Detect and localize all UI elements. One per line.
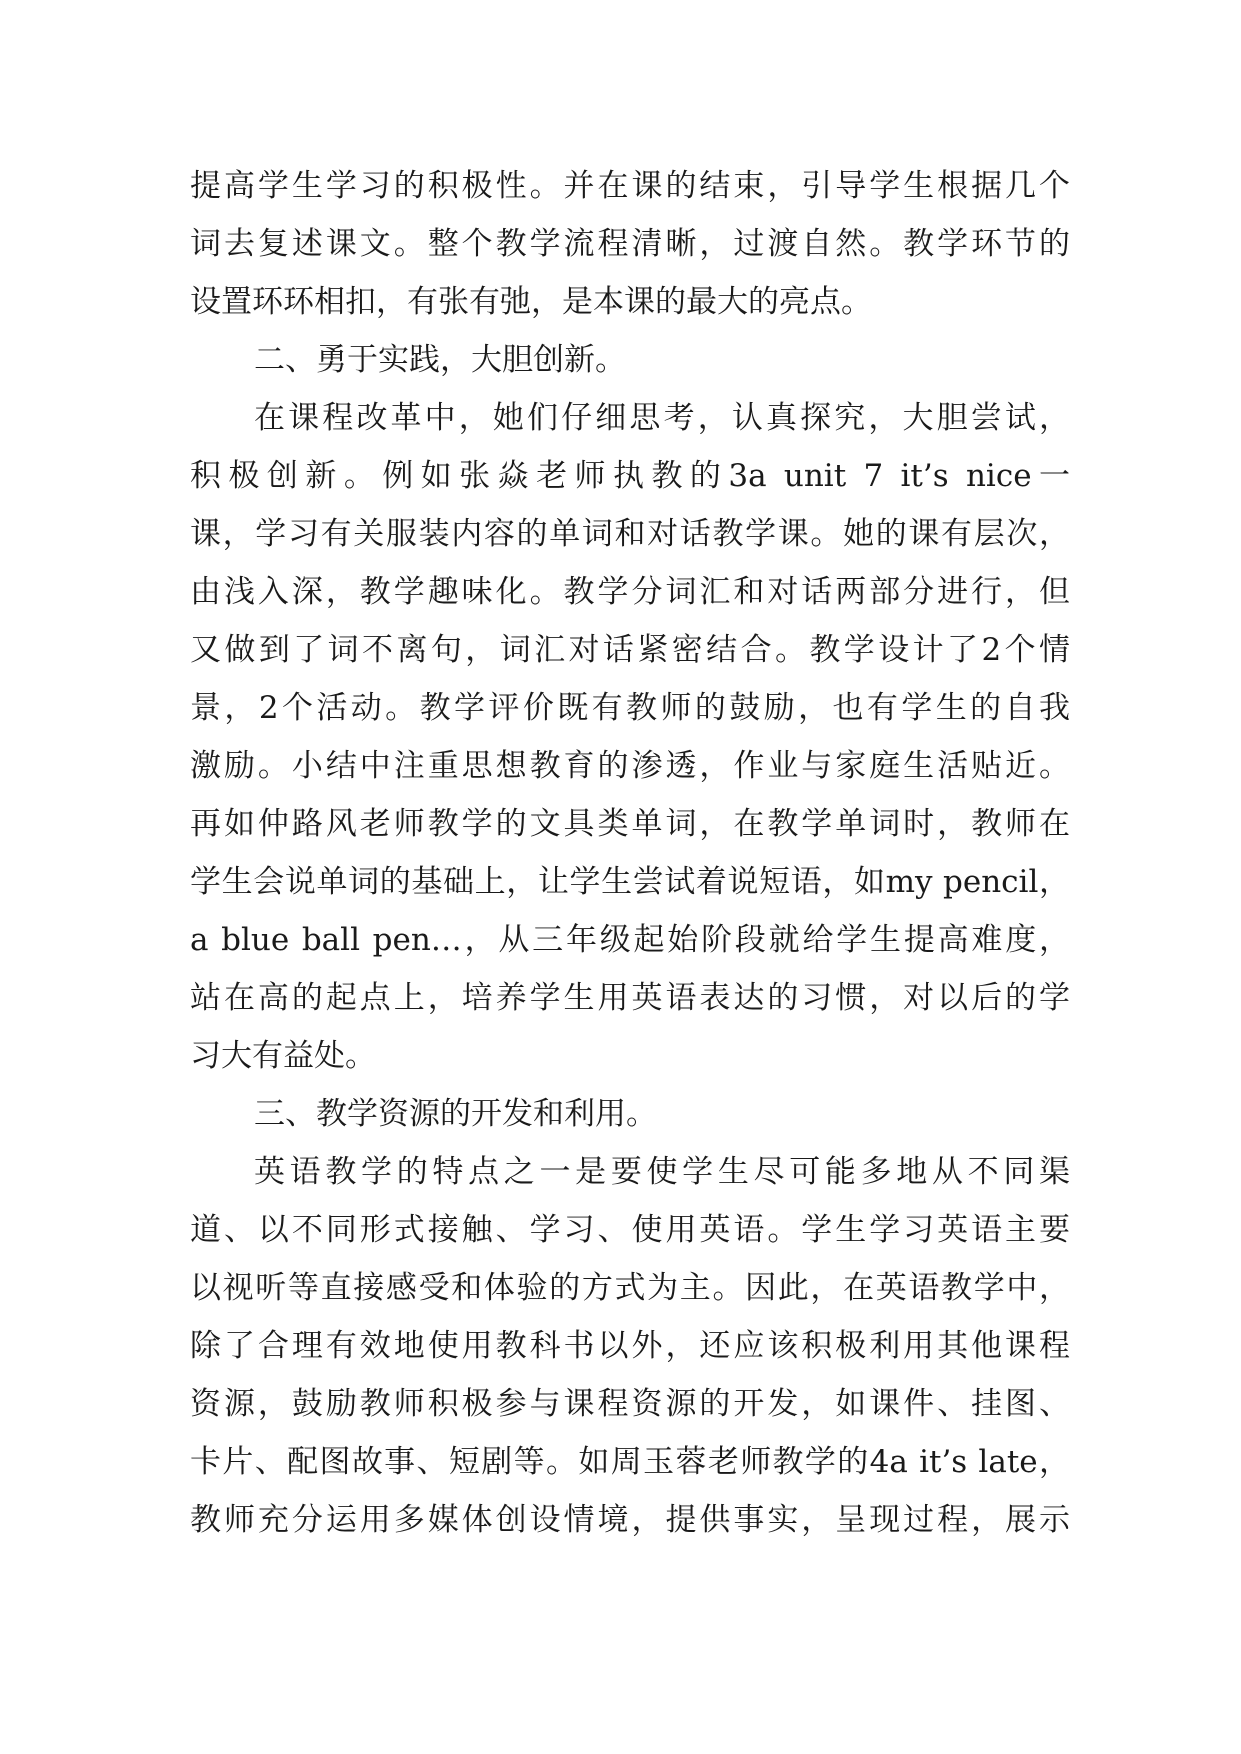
paragraph-line: 除了合理有效地使用教科书以外，还应该积极利用其他课程 — [190, 1328, 1070, 1364]
paragraph-line: 资源，鼓励教师积极参与课程资源的开发，如课件、挂图、 — [190, 1386, 1070, 1422]
document-body — [190, 157, 1070, 1549]
paragraph-line: 道、以不同形式接触、学习、使用英语。学生学习英语主要 — [190, 1212, 1070, 1248]
paragraph-line: 教师充分运用多媒体创设情境，提供事实，呈现过程，展示 — [190, 1502, 1070, 1538]
paragraph-line: 提高学生学习的积极性。并在课的结束，引导学生根据几个 — [190, 168, 1070, 204]
section-heading: 二、勇于实践，大胆创新。 — [254, 342, 626, 378]
paragraph-line: 设置环环相扣，有张有弛，是本课的最大的亮点。 — [190, 284, 872, 320]
paragraph-line: 课，学习有关服装内容的单词和对话教学课。她的课有层次， — [190, 516, 1070, 552]
paragraph-line: 学生会说单词的基础上，让学生尝试着说短语，如my pencil， — [190, 864, 1070, 900]
paragraph-line: 词去复述课文。整个教学流程清晰，过渡自然。教学环节的 — [190, 226, 1070, 262]
paragraph-line: 景，2个活动。教学评价既有教师的鼓励，也有学生的自我 — [190, 690, 1070, 726]
paragraph-line: 又做到了词不离句，词汇对话紧密结合。教学设计了2个情 — [190, 632, 1070, 668]
paragraph-line: 再如仲路风老师教学的文具类单词，在教学单词时，教师在 — [190, 806, 1070, 842]
section-heading: 三、教学资源的开发和利用。 — [254, 1096, 657, 1132]
paragraph-line: 习大有益处。 — [190, 1038, 376, 1074]
paragraph-line: 以视听等直接感受和体验的方式为主。因此，在英语教学中， — [190, 1270, 1070, 1306]
paragraph-line: 英语教学的特点之一是要使学生尽可能多地从不同渠 — [254, 1154, 1070, 1190]
paragraph-line: 由浅入深，教学趣味化。教学分词汇和对话两部分进行，但 — [190, 574, 1070, 610]
paragraph-line: a blue ball pen…，从三年级起始阶段就给学生提高难度， — [190, 922, 1070, 958]
paragraph-line: 卡片、配图故事、短剧等。如周玉蓉老师教学的4a it’s late， — [190, 1444, 1070, 1480]
paragraph-line: 在课程改革中，她们仔细思考，认真探究，大胆尝试， — [254, 400, 1070, 436]
paragraph-line: 站在高的起点上，培养学生用英语表达的习惯，对以后的学 — [190, 980, 1070, 1016]
paragraph-line: 激励。小结中注重思想教育的渗透，作业与家庭生活贴近。 — [190, 748, 1070, 784]
paragraph-line: 积极创新。例如张焱老师执教的3a unit 7 it’s nice一 — [190, 458, 1070, 494]
